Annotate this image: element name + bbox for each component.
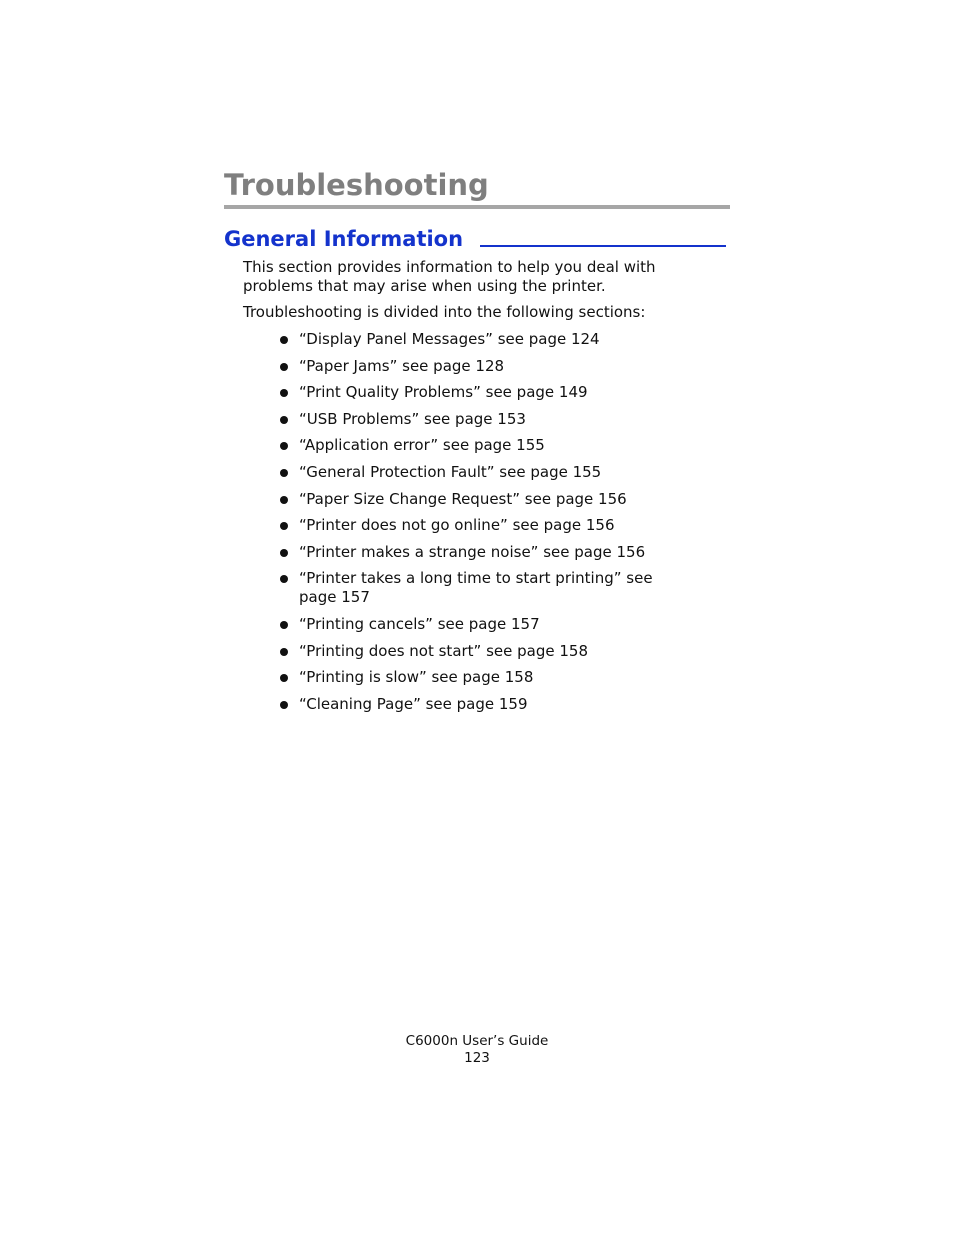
list-item[interactable] [280,357,690,376]
list-item[interactable] [280,695,690,714]
bullet-icon [280,336,288,344]
bullet-icon [280,549,288,557]
list-item-text: “Application error” see page 155 [299,436,545,455]
list-item-text: “Printer takes a long time to start printing” see page 157 [299,569,653,607]
bullet-icon [280,674,288,682]
bullet-icon [280,522,288,530]
bullet-icon [280,363,288,371]
list-item-text: “General Protection Fault” see page 155 [299,462,602,481]
bullet-icon [280,648,288,656]
list-item-text: “Print Quality Problems” see page 149 [299,383,588,402]
section-heading: General Information [224,227,464,251]
section-link-list [280,330,690,721]
list-item-text: “Paper Size Change Request” see page 156 [299,489,627,508]
list-item-text: “Display Panel Messages” see page 124 [299,330,600,348]
bullet-icon [280,701,288,709]
list-item[interactable] [280,543,690,562]
bullet-icon [280,416,288,424]
section-heading-rule [480,245,726,247]
list-item[interactable] [280,383,690,402]
list-item[interactable] [280,436,690,455]
list-item[interactable] [280,615,690,634]
list-item-text: “Printer makes a strange noise” see page 156 [299,542,646,561]
list-item-text: “Printing does not start” see page 158 [299,641,588,660]
footer-page-number: 123 [464,1050,490,1066]
list-item[interactable] [280,463,690,482]
sections-intro-paragraph: Troubleshooting is divided into the following sections: [243,303,646,321]
bullet-icon [280,621,288,629]
bullet-icon [280,469,288,477]
list-item-text: “Printing cancels” see page 157 [299,614,540,633]
list-item[interactable] [280,569,690,607]
bullet-icon [280,389,288,397]
list-item[interactable] [280,668,690,687]
footer-guide-title: C6000n User’s Guide [405,1033,549,1049]
list-item-text: “USB Problems” see page 153 [299,409,526,428]
list-item-text: “Printer does not go online” see page 156 [299,516,615,535]
list-item[interactable] [280,516,690,535]
chapter-title: Troubleshooting [224,168,489,202]
list-item[interactable] [280,642,690,661]
bullet-icon [280,496,288,504]
intro-paragraph: This section provides information to help you deal with problems that may arise when using the printer. [243,258,656,295]
list-item-text: “Paper Jams” see page 128 [299,356,505,375]
bullet-icon [280,442,288,450]
list-item[interactable] [280,330,690,349]
bullet-icon [280,575,288,583]
list-item-text: “Printing is slow” see page 158 [299,668,534,687]
list-item[interactable] [280,410,690,429]
list-item[interactable] [280,490,690,509]
chapter-title-rule [224,205,730,209]
list-item-text: “Cleaning Page” see page 159 [299,694,528,713]
